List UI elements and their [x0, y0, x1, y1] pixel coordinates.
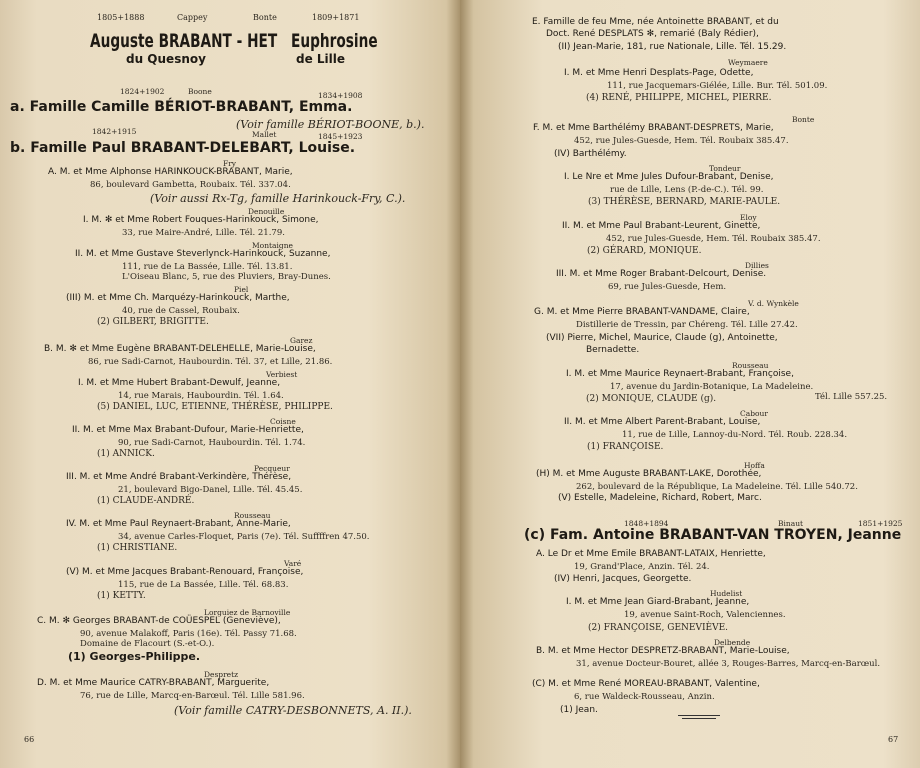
spouse-maiden: Tondeur [709, 164, 741, 173]
address: 6, rue Waldeck-Rousseau, Anzin. [574, 692, 715, 702]
spouse-maiden: Garez [290, 336, 313, 345]
address: Distillerie de Tressin, par Chéreng. Tél. Lille 27.42. [576, 320, 798, 330]
address: 69, rue Jules-Guesde, Hem. [608, 282, 727, 292]
children: (1) FRANÇOISE. [587, 442, 664, 452]
children: (VII) Pierre, Michel, Maurice, Claude (g), Antoinette, [546, 333, 778, 343]
children: (2) GÉRARD, MONIQUE. [587, 246, 702, 256]
children-cont: Bernadette. [586, 345, 640, 355]
entry-E-cont: Doct. René DESPLATS ✻, remarié (Baly Rédier), [546, 29, 759, 39]
spouse-maiden: Denouille [248, 207, 285, 216]
entry-G: G. M. et Mme Pierre BRABANT-VANDAME, Claire, [534, 307, 750, 317]
spouse-maiden: Coisne [270, 417, 296, 426]
children: (2) MONIQUE, CLAUDE (g). [586, 394, 717, 404]
spouse-maiden: Mallet [252, 130, 277, 139]
spouse-maiden: Cabour [740, 409, 768, 418]
children: (4) RENÉ, PHILIPPE, MICHEL, PIERRE. [586, 93, 772, 103]
children: (1) CHRISTIANE. [97, 543, 178, 553]
children: (1) Georges-Philippe. [68, 650, 201, 663]
address: 90, rue Sadi-Carnot, Haubourdin. Tél. 1.74. [118, 438, 306, 448]
spouse-maiden: Binaut [778, 519, 804, 528]
spouse-maiden: Hoffa [744, 461, 765, 470]
address: 115, rue de La Bassée, Lille. Tél. 68.83. [118, 580, 289, 590]
header-dates-left: 1805+1888 [97, 13, 145, 22]
header-sub-left: du Quesnoy [126, 52, 206, 66]
family-heading: (c) Fam. Antoine BRABANT-VAN TROYEN, Jeanne [524, 527, 902, 543]
entry-B: B. M. et Mme Hector DESPRETZ-BRABANT, Marie-Louise, [536, 646, 790, 656]
entry-I: I. M. et Mme Hubert Brabant-Dewulf, Jeanne, [78, 378, 281, 388]
header-sub-right: de Lille [296, 52, 346, 66]
header-name-left: Auguste BRABANT - HET [90, 30, 278, 52]
entry-III: III. M. et Mme André Brabant-Verkindère, Thérèse, [66, 472, 292, 482]
spouse-maiden: Despretz [204, 670, 239, 679]
children: (1) Jean. [560, 705, 598, 715]
address: 17, avenue du Jardin-Botanique, La Madeleine. [610, 382, 814, 392]
cross-ref: (Voir famille BÉRIOT-BOONE, b.). [236, 118, 425, 131]
entry-H: (H) M. et Mme Auguste BRABANT-LAKE, Dorothée, [536, 469, 762, 479]
end-rule [678, 715, 720, 716]
header-dates-right: 1809+1871 [312, 13, 360, 22]
family-heading: a. Famille Camille BÉRIOT-BRABANT, Emma. [10, 99, 353, 115]
entry-III: (III) M. et Mme Ch. Marquézy-Harinkouck, Marthe, [66, 293, 290, 303]
address: 34, avenue Carles-Floquet, Paris (7e). Tél. Suffffren 47.50. [118, 532, 370, 542]
children: (IV) Henri, Jacques, Georgette. [554, 574, 692, 584]
spouse-maiden: Boone [188, 87, 212, 96]
entry-IV: IV. M. et Mme Paul Reynaert-Brabant, Anne-Marie, [66, 519, 291, 529]
cross-ref: (Voir famille CATRY-DESBONNETS, A. II.). [174, 704, 412, 717]
entry-V: (V) M. et Mme Jacques Brabant-Renouard, Françoise, [66, 567, 304, 577]
family-heading: b. Famille Paul BRABANT-DELEBART, Louise. [10, 140, 356, 156]
header-name-right: Euphrosine [291, 30, 378, 52]
children: (2) FRANÇOISE, GENEVIÈVE. [588, 623, 729, 633]
entry-III: III. M. et Mme Roger Brabant-Delcourt, Denise. [556, 269, 767, 279]
page-number: 66 [24, 735, 35, 744]
spouse-maiden: Hudelist [710, 589, 743, 598]
children: (V) Estelle, Madeleine, Richard, Robert, Marc. [558, 493, 762, 503]
address: 21, boulevard Bigo-Danel, Lille. Tél. 45.45. [118, 485, 303, 495]
spouse-maiden: Dillies [745, 261, 769, 270]
right-page [460, 0, 920, 768]
address: 31, avenue Docteur-Bouret, allée 3, Rouges-Barres, Marcq-en-Barœul. [576, 659, 881, 669]
end-rule [682, 718, 716, 719]
address-tel: Tél. Lille 557.25. [815, 392, 888, 402]
entry-II: II. M. et Mme Gustave Steverlynck-Harinkouck, Suzanne, [75, 249, 331, 259]
entry-A: A. Le Dr et Mme Emile BRABANT-LATAIX, Henriette, [536, 549, 766, 559]
children: (5) DANIEL, LUC, ETIENNE, THÉRÈSE, PHILIPPE. [97, 402, 333, 412]
address: 86, boulevard Gambetta, Roubaix. Tél. 337.04. [90, 180, 291, 190]
entry-I: I. M. ✻ et Mme Robert Fouques-Harinkouck, Simone, [83, 215, 319, 225]
entry-I: I. M. et Mme Maurice Reynaert-Brabant, Françoise, [566, 369, 794, 379]
address: 33, rue Maire-André, Lille. Tél. 21.79. [122, 228, 285, 238]
spouse-maiden: Varé [284, 559, 302, 568]
children: (1) ANNICK. [97, 449, 155, 459]
address: 76, rue de Lille, Marcq-en-Barœul. Tél. Lille 581.96. [80, 691, 305, 701]
spouse-maiden: Rousseau [234, 511, 271, 520]
entry-I: I. M. et Mme Henri Desplats-Page, Odette, [564, 68, 754, 78]
dates-b: 1824+1902 [120, 87, 165, 96]
spouse-maiden: Bonte [792, 115, 815, 124]
spouse-maiden: Verbiest [266, 370, 298, 379]
spouse-maiden: Delbende [714, 638, 751, 647]
entry-A: A. M. et Mme Alphonse HARINKOUCK-BRABANT, Marie, [48, 167, 293, 177]
children: (1) CLAUDE-ANDRÉ. [97, 496, 195, 506]
header-place-right: Bonte [253, 13, 277, 22]
address: L'Oiseau Blanc, 5, rue des Pluviers, Bray-Dunes. [122, 272, 331, 282]
entry-C: C. M. ✻ Georges BRABANT-de COÜESPEL (Geneviève), [37, 616, 281, 626]
page-number: 67 [888, 735, 899, 744]
children: (3) THÉRÈSE, BERNARD, MARIE-PAULE. [588, 197, 781, 207]
address: 11, rue de Lille, Lannoy-du-Nord. Tél. Roub. 228.34. [622, 430, 848, 440]
address: rue de Lille, Lens (P.-de-C.). Tél. 99. [610, 185, 764, 195]
children: (II) Jean-Marie, 181, rue Nationale, Lille. Tél. 15.29. [558, 42, 787, 52]
spouse-maiden: V. d. Wynkèle [748, 299, 799, 308]
spouse-maiden: Lorguiez de Barnoville [204, 608, 291, 617]
dates-b2: 1845+1923 [318, 132, 363, 141]
spouse-maiden: Rousseau [732, 361, 769, 370]
address: 19, Grand'Place, Anzin. Tél. 24. [574, 562, 710, 572]
children: (IV) Barthélémy. [554, 149, 627, 159]
entry-I: I. M. et Mme Jean Giard-Brabant, Jeanne, [566, 597, 750, 607]
spouse-maiden: Piel [234, 285, 249, 294]
dates-c: 1848+1894 [624, 519, 669, 528]
dates-c2: 1851+1925 [858, 519, 903, 528]
address: 40, rue de Cassel, Roubaix. [122, 306, 240, 316]
spouse-maiden: Eloy [740, 213, 757, 222]
spouse-maiden: Montaigne [252, 241, 293, 250]
cross-ref: (Voir aussi Rx-Tg, famille Harinkouck-Fry, C.). [150, 192, 406, 205]
address: 111, rue de La Bassée, Lille. Tél. 13.81. [122, 262, 293, 272]
entry-II: II. M. et Mme Paul Brabant-Leurent, Ginette, [562, 221, 761, 231]
children: (2) GILBERT, BRIGITTE. [97, 317, 209, 327]
address: Domaine de Flacourt (S.-et-O.). [80, 639, 215, 649]
dates-b2: 1834+1908 [318, 91, 363, 100]
address: 111, rue Jacquemars-Giélée, Lille. Bur. Tél. 501.09. [607, 81, 828, 91]
address: 262, boulevard de la République, La Madeleine. Tél. Lille 540.72. [576, 482, 858, 492]
entry-F: F. M. et Mme Barthélémy BRABANT-DESPRETS, Marie, [533, 123, 774, 133]
entry-B: B. M. ✻ et Mme Eugène BRABANT-DELEHELLE, Marie-Louise, [44, 344, 316, 354]
address: 86, rue Sadi-Carnot, Haubourdin. Tél. 37, et Lille, 21.86. [88, 357, 333, 367]
entry-II: II. M. et Mme Max Brabant-Dufour, Marie-Henriette, [72, 425, 304, 435]
spouse-maiden: Pecqueur [254, 464, 290, 473]
spouse-maiden: Weymaere [728, 58, 768, 67]
address: 90, avenue Malakoff, Paris (16e). Tél. Passy 71.68. [80, 629, 297, 639]
address: 19, avenue Saint-Roch, Valenciennes. [624, 610, 786, 620]
entry-C: (C) M. et Mme René MOREAU-BRABANT, Valentine, [532, 679, 760, 689]
entry-D: D. M. et Mme Maurice CATRY-BRABANT, Marguerite, [37, 678, 270, 688]
address: 14, rue Marais, Haubourdin. Tél. 1.64. [118, 391, 284, 401]
header-place-left: Cappey [177, 13, 208, 22]
spouse-maiden: Fry [223, 159, 237, 168]
entry-E: E. Famille de feu Mme, née Antoinette BRABANT, et du [532, 17, 779, 27]
address: 452, rue Jules-Guesde, Hem. Tél. Roubaix 385.47. [574, 136, 789, 146]
children: (1) KETTY. [97, 591, 146, 601]
entry-II: II. M. et Mme Albert Parent-Brabant, Louise, [564, 417, 761, 427]
address: 452, rue Jules-Guesde, Hem. Tél. Roubaix 385.47. [606, 234, 821, 244]
entry-I: I. Le Nre et Mme Jules Dufour-Brabant, Denise, [564, 172, 774, 182]
dates-b: 1842+1915 [92, 127, 137, 136]
